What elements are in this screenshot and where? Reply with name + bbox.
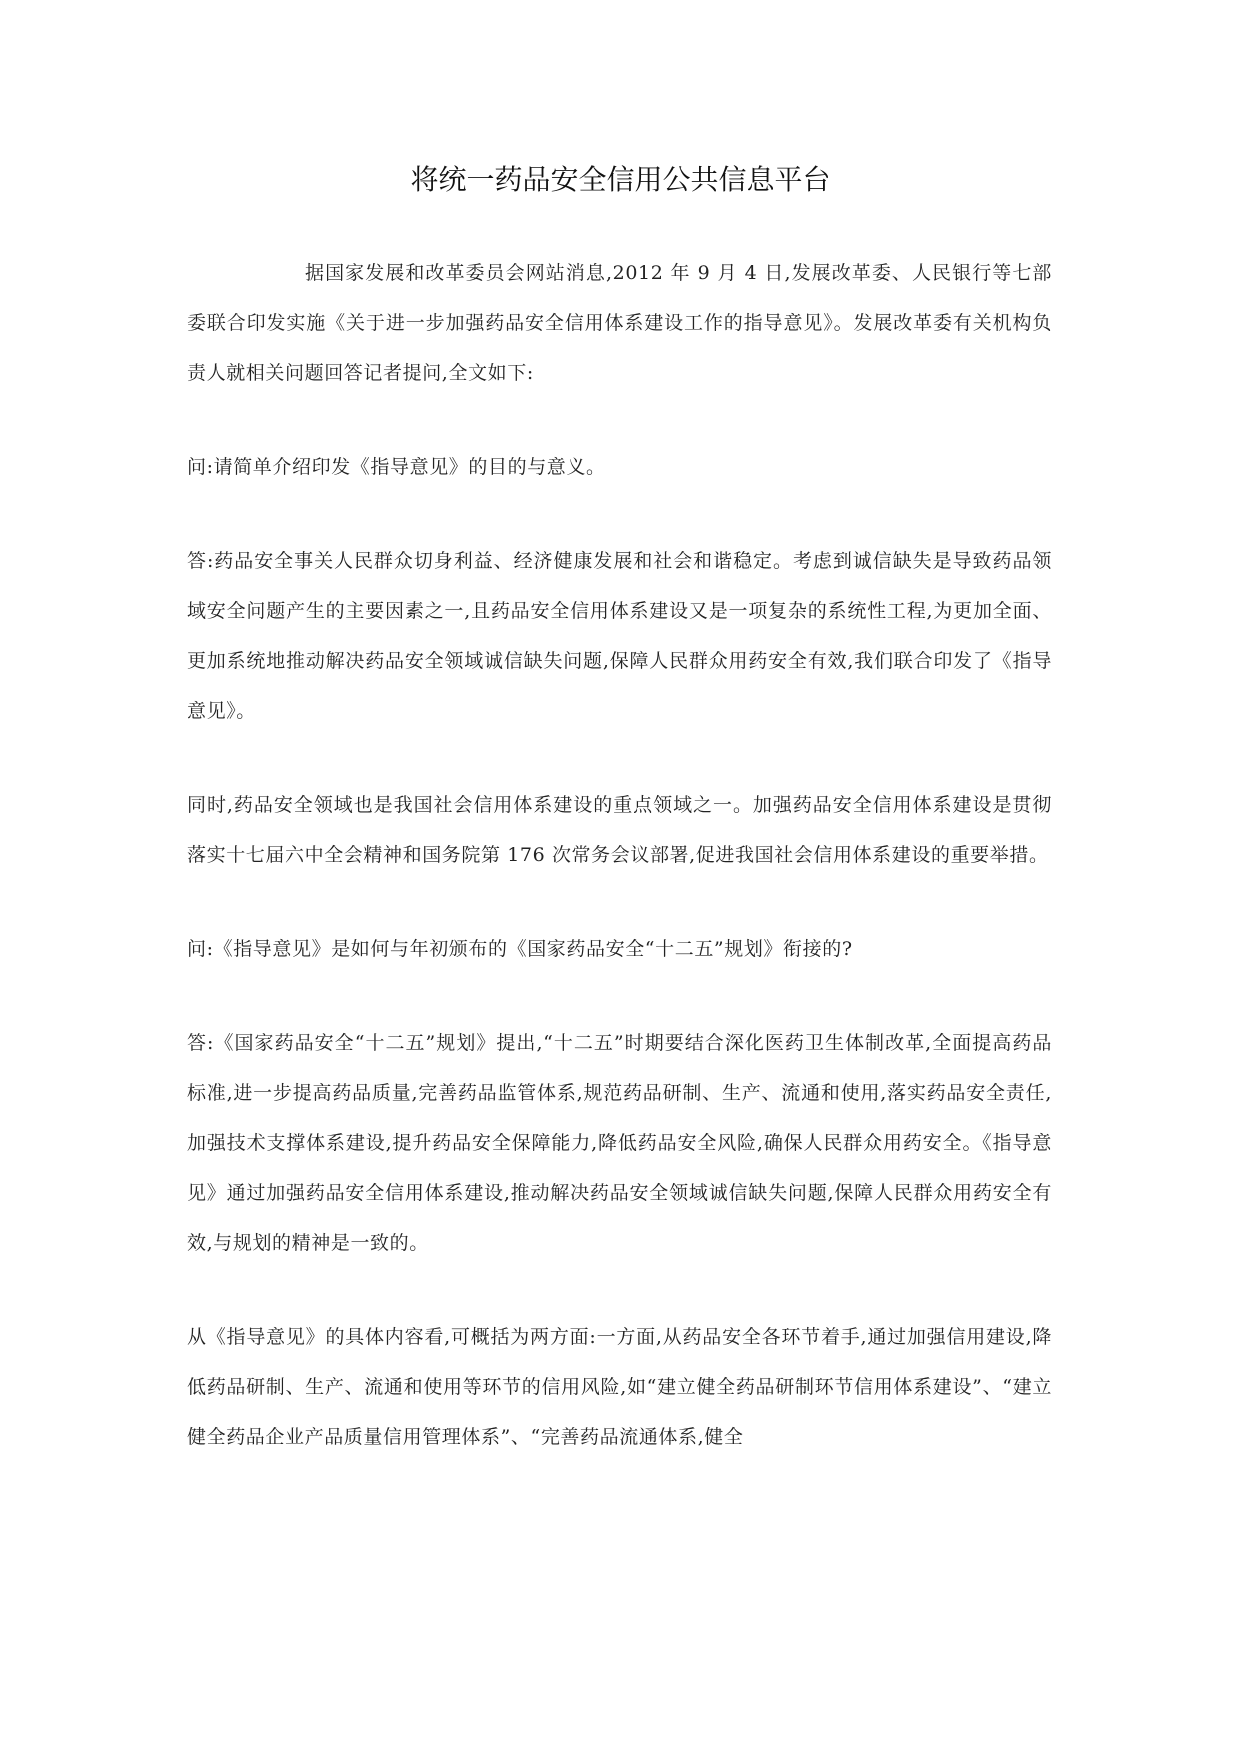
answer-paragraph: 答:《国家药品安全“十二五”规划》提出,“十二五”时期要结合深化医药卫生体制改革,全面提高药品标准,进一步提高药品质量,完善药品监管体系,规范药品研制、生产、流通和使用,落实药品安全责任,加强技术支撑体系建设,提升药品安全保障能力,降低药品安全风险,确保人民群众用药安全。《指导意见》通过加强药品安全信用体系建设,推动解决药品安全领域诚信缺失问题,保障人民群众用药安全有效,与规划的精神是一致的。 — [187, 1032, 1052, 1254]
body-paragraph: 同时,药品安全领域也是我国社会信用体系建设的重点领域之一。加强药品安全信用体系建设是贯彻落实十七届六中全会精神和国务院第 176 次常务会议部署,促进我国社会信用体系建设的重要举措。 — [187, 794, 1052, 866]
body-paragraph: 从《指导意见》的具体内容看,可概括为两方面:一方面,从药品安全各环节着手,通过加强信用建设,降低药品研制、生产、流通和使用等环节的信用风险,如“建立健全药品研制环节信用体系建设”、“建立健全药品企业产品质量信用管理体系”、“完善药品流通体系,健全 — [187, 1326, 1052, 1448]
question-paragraph: 问:《指导意见》是如何与年初颁布的《国家药品安全“十二五”规划》衔接的? — [187, 938, 853, 960]
question-paragraph: 问:请简单介绍印发《指导意见》的目的与意义。 — [187, 456, 606, 478]
document-title: 将统一药品安全信用公共信息平台 — [410, 163, 831, 196]
document-body — [187, 248, 1052, 1506]
answer-paragraph: 答:药品安全事关人民群众切身利益、经济健康发展和社会和谐稳定。考虑到诚信缺失是导致药品领域安全问题产生的主要因素之一,且药品安全信用体系建设又是一项复杂的系统性工程,为更加全面、更加系统地推动解决药品安全领域诚信缺失问题,保障人民群众用药安全有效,我们联合印发了《指导意见》。 — [187, 550, 1052, 722]
intro-paragraph: 据国家发展和改革委员会网站消息,2012 年 9 月 4 日,发展改革委、人民银行等七部委联合印发实施《关于进一步加强药品安全信用体系建设工作的指导意见》。发展改革委有关机构负责人就相关问题回答记者提问,全文如下: — [187, 262, 1052, 384]
